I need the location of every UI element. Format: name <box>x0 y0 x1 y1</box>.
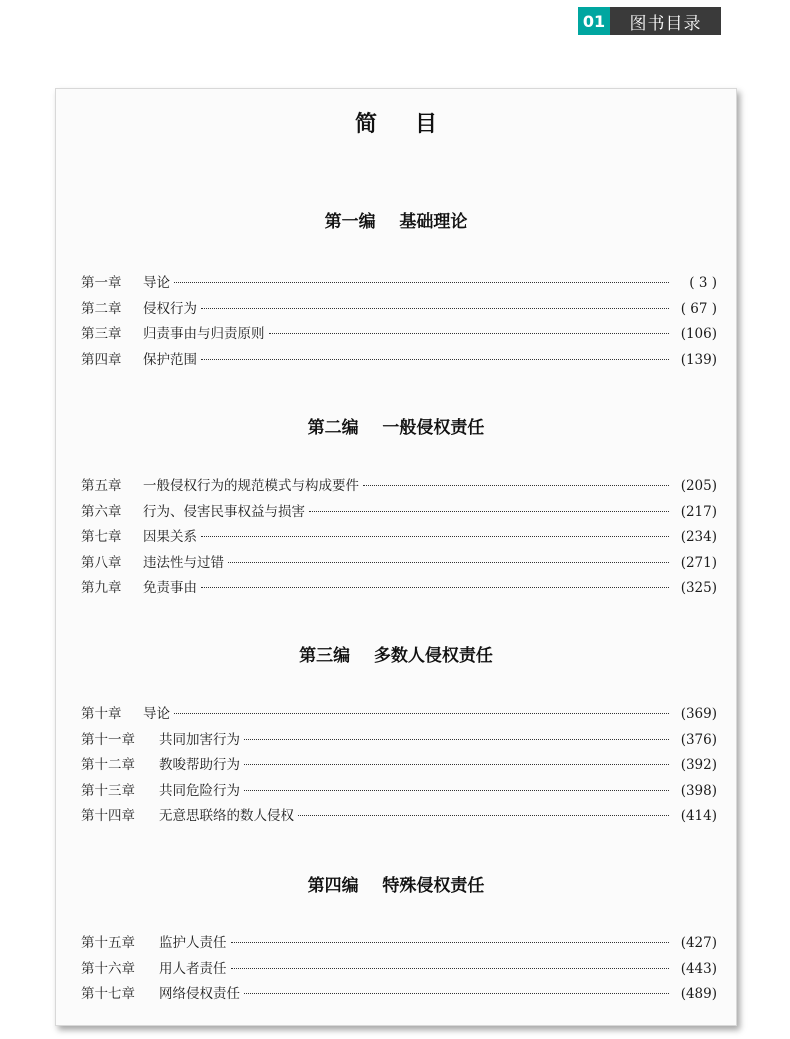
chapter-number: 第十一章 <box>81 731 135 748</box>
chapter-number: 第十七章 <box>81 986 135 1002</box>
chapter-number: 第二章 <box>81 300 122 317</box>
toc-entry[interactable] <box>81 551 717 577</box>
toc-entry[interactable] <box>81 931 717 957</box>
page-number: (205) <box>680 478 717 494</box>
chapter-title: 共同加害行为 <box>159 731 240 748</box>
dot-leader <box>309 511 669 512</box>
chapter-title: 一般侵权行为的规范模式与构成要件 <box>143 478 359 494</box>
page-number: (392) <box>680 757 717 773</box>
dot-leader <box>174 282 669 283</box>
dot-leader <box>363 485 669 486</box>
chapter-title: 共同危险行为 <box>159 782 240 799</box>
page-number: (489) <box>680 986 717 1002</box>
chapter-number: 第九章 <box>81 580 122 596</box>
toc-entry[interactable] <box>81 474 717 500</box>
toc-entry[interactable] <box>81 525 717 551</box>
page-number: (325) <box>680 580 717 596</box>
toc-list-part-3 <box>81 702 717 830</box>
chapter-title: 教唆帮助行为 <box>159 757 240 773</box>
chapter-number: 第五章 <box>81 478 122 494</box>
page-number: (369) <box>680 706 717 722</box>
chapter-title: 因果关系 <box>143 529 197 545</box>
toc-entry[interactable] <box>81 804 717 830</box>
toc-entry[interactable] <box>81 271 717 297</box>
chapter-number: 第三章 <box>81 326 122 342</box>
dot-leader <box>201 587 669 588</box>
chapter-number: 第十章 <box>81 706 122 722</box>
dot-leader <box>201 308 669 309</box>
dot-leader <box>298 815 669 816</box>
dot-leader <box>244 993 669 994</box>
page-number: (217) <box>680 503 717 520</box>
dot-leader <box>174 713 669 714</box>
chapter-title: 导论 <box>143 275 170 291</box>
page-number: (139) <box>680 351 717 368</box>
page-number: (443) <box>680 960 717 977</box>
toc-entry[interactable] <box>81 322 717 348</box>
section-title: 图书目录 <box>610 7 721 35</box>
chapter-number: 第八章 <box>81 554 122 571</box>
chapter-number: 第十六章 <box>81 960 135 977</box>
dot-leader <box>244 764 669 765</box>
page-number: (234) <box>680 529 717 545</box>
chapter-title: 无意思联络的数人侵权 <box>159 808 294 824</box>
chapter-title: 监护人责任 <box>159 935 227 951</box>
dot-leader <box>201 536 669 537</box>
chapter-number: 第一章 <box>81 275 122 291</box>
part-title: 第四编 特殊侵权责任 <box>307 876 485 896</box>
section-number: 01 <box>578 7 610 35</box>
toc-entry[interactable] <box>81 702 717 728</box>
page-number: (376) <box>680 731 717 748</box>
toc-entry[interactable] <box>81 297 717 323</box>
chapter-number: 第十二章 <box>81 757 135 773</box>
dot-leader <box>244 790 669 791</box>
toc-entry[interactable] <box>81 500 717 526</box>
chapter-title: 网络侵权责任 <box>159 986 240 1002</box>
dot-leader <box>228 562 669 563</box>
toc-entry[interactable] <box>81 576 717 602</box>
toc-entry[interactable] <box>81 779 717 805</box>
toc-entry[interactable] <box>81 957 717 983</box>
toc-entry[interactable] <box>81 982 717 1008</box>
page-number: (414) <box>680 808 717 824</box>
dot-leader <box>244 739 669 740</box>
dot-leader <box>231 942 670 943</box>
chapter-title: 违法性与过错 <box>143 554 224 571</box>
part-title: 第二编 一般侵权责任 <box>307 418 485 438</box>
chapter-title: 用人者责任 <box>159 960 227 977</box>
page-number: ( 67 ) <box>680 300 717 317</box>
page-number: ( 3 ) <box>689 275 717 291</box>
chapter-number: 第四章 <box>81 351 122 368</box>
chapter-title: 行为、侵害民事权益与损害 <box>143 503 305 520</box>
toc-list-part-1 <box>81 271 717 373</box>
toc-sheet <box>55 88 737 1026</box>
section-header-tag <box>578 7 721 35</box>
document-title: 简目 <box>354 111 475 137</box>
part-title: 第三编 多数人侵权责任 <box>299 646 493 666</box>
toc-entry[interactable] <box>81 348 717 374</box>
chapter-number: 第十五章 <box>81 935 135 951</box>
chapter-title: 保护范围 <box>143 351 197 368</box>
chapter-title: 侵权行为 <box>143 300 197 317</box>
chapter-title: 免责事由 <box>143 580 197 596</box>
page-number: (398) <box>680 782 717 799</box>
toc-entry[interactable] <box>81 728 717 754</box>
part-title: 第一编 基础理论 <box>324 212 468 232</box>
chapter-title: 导论 <box>143 706 170 722</box>
dot-leader <box>231 968 670 969</box>
chapter-number: 第十三章 <box>81 782 135 799</box>
toc-list-part-4 <box>81 931 717 1008</box>
chapter-title: 归责事由与归责原则 <box>143 326 265 342</box>
chapter-number: 第十四章 <box>81 808 135 824</box>
toc-entry[interactable] <box>81 753 717 779</box>
chapter-number: 第六章 <box>81 503 122 520</box>
page-number: (427) <box>680 935 717 951</box>
dot-leader <box>269 333 670 334</box>
page-number: (271) <box>680 554 717 571</box>
chapter-number: 第七章 <box>81 529 122 545</box>
dot-leader <box>201 359 669 360</box>
page-number: (106) <box>680 326 717 342</box>
toc-list-part-2 <box>81 474 717 602</box>
